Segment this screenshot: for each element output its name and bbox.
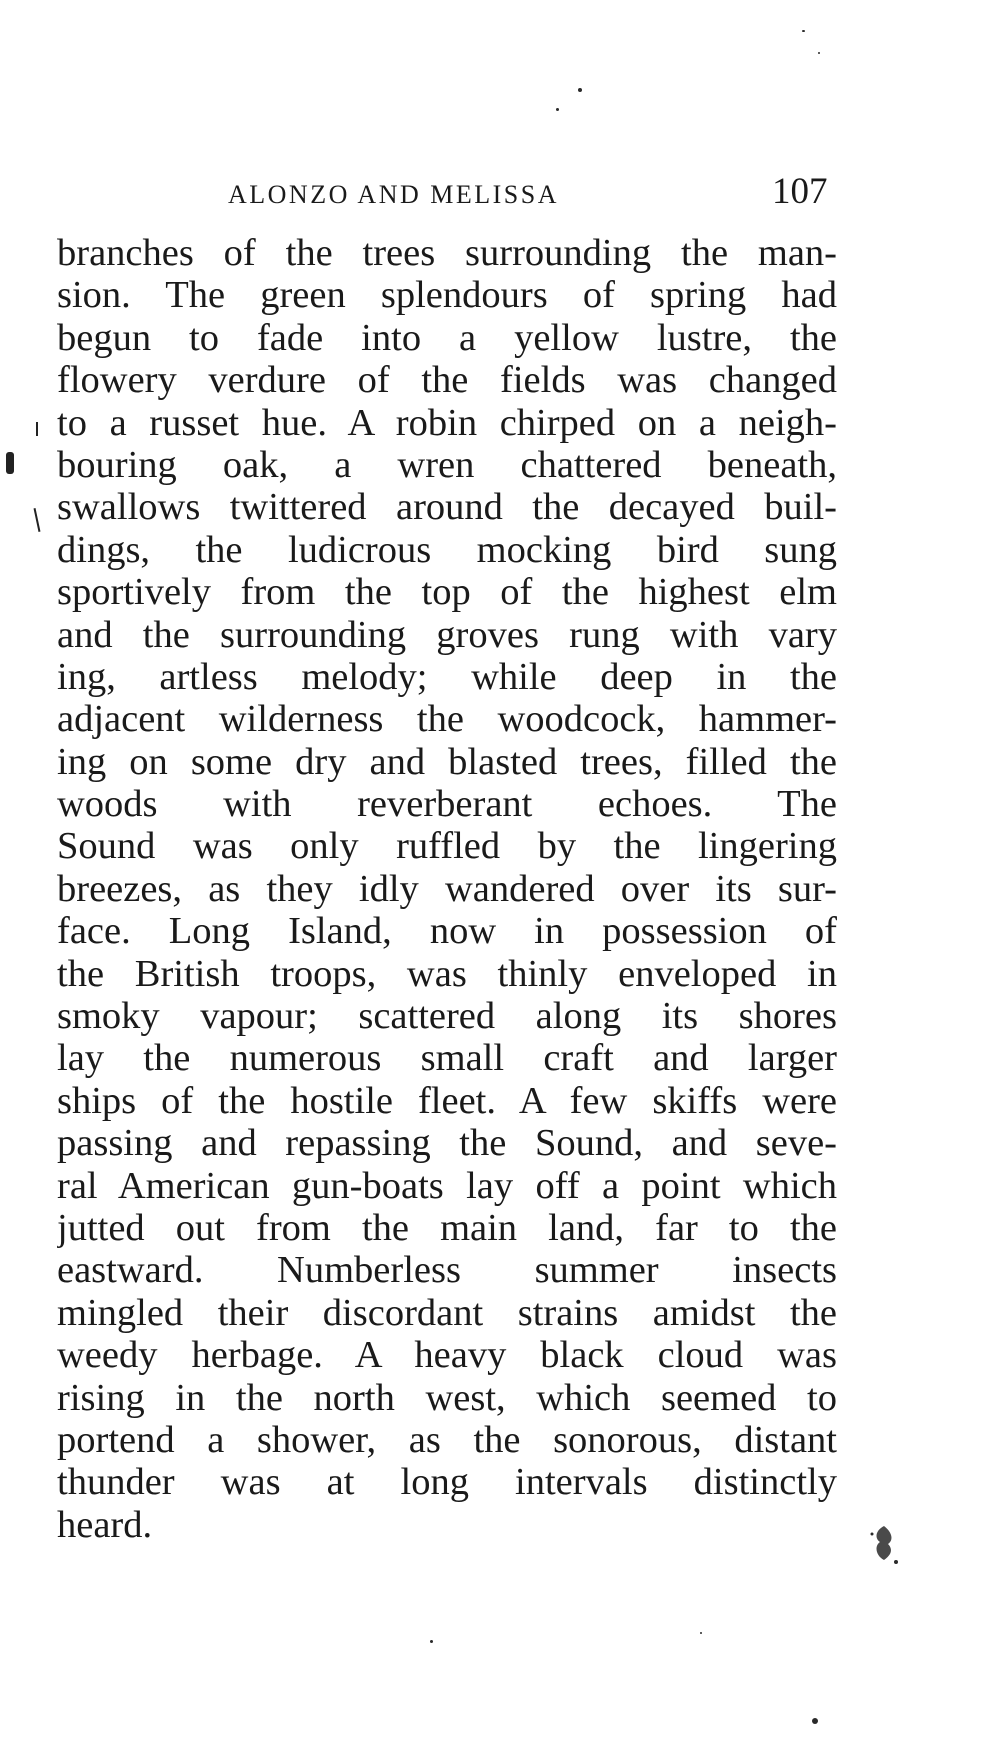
text-line: to a russet hue. A robin chirped on a neigh-: [57, 401, 837, 444]
text-line: the British troops, was thinly enveloped in: [57, 952, 837, 995]
text-line: weedy herbage. A heavy black cloud was: [57, 1334, 837, 1377]
text-line: portend a shower, as the sonorous, distant: [57, 1418, 837, 1461]
text-line: sion. The green splendours of spring had: [57, 274, 837, 317]
text-line: jutted out from the main land, far to the: [57, 1206, 837, 1249]
running-head: [0, 171, 987, 226]
text-line: mingled their discordant strains amidst the: [57, 1291, 837, 1334]
text-line: face. Long Island, now in possession of: [57, 910, 837, 953]
scan-speck: [578, 88, 582, 92]
text-line: branches of the trees surrounding the man-: [57, 232, 837, 274]
running-title: ALONZO AND MELISSA: [228, 180, 559, 209]
text-line: ing on some dry and blasted trees, filled the: [57, 740, 837, 783]
text-line: smoky vapour; scattered along its shores: [57, 995, 837, 1038]
margin-mark: [6, 452, 14, 474]
text-line: and the surrounding groves rung with vary: [57, 613, 837, 656]
text-line: sportively from the top of the highest elm: [57, 571, 837, 614]
text-line: passing and repassing the Sound, and seve-: [57, 1122, 837, 1165]
page-number: 107: [772, 171, 828, 212]
text-line: breezes, as they idly wandered over its sur-: [57, 867, 837, 910]
scan-speck: [700, 1632, 702, 1634]
text-line: lay the numerous small craft and larger: [57, 1037, 837, 1080]
text-line: rising in the north west, which seemed to: [57, 1376, 837, 1419]
text-line: ral American gun-boats lay off a point which: [57, 1164, 837, 1207]
text-line: dings, the ludicrous mocking bird sung: [57, 528, 837, 571]
text-line: adjacent wilderness the woodcock, hammer-: [57, 698, 837, 741]
text-line: ing, artless melody; while deep in the: [57, 655, 837, 698]
text-line: bouring oak, a wren chattered beneath,: [57, 443, 837, 486]
text-line: ships of the hostile fleet. A few skiffs were: [57, 1079, 837, 1122]
text-line: swallows twittered around the decayed buil-: [57, 486, 837, 529]
text-line: flowery verdure of the fields was changed: [57, 359, 837, 402]
scan-speck: [818, 52, 820, 54]
scan-speck: [556, 108, 559, 111]
text-line: eastward. Numberless summer insects: [57, 1249, 837, 1292]
text-line: begun to fade into a yellow lustre, the: [57, 316, 837, 359]
scan-speck: [430, 1640, 433, 1643]
ornament-icon: [866, 1522, 902, 1566]
margin-mark: [36, 422, 38, 436]
text-line-last: heard.: [57, 1503, 153, 1546]
text-line: thunder was at long intervals distinctly: [57, 1461, 837, 1504]
body-text: [57, 232, 837, 1546]
text-line: woods with reverberant echoes. The: [57, 783, 837, 826]
scan-speck: [812, 1718, 818, 1724]
text-line: Sound was only ruffled by the lingering: [57, 825, 837, 868]
scan-speck: [802, 30, 805, 32]
margin-mark: [34, 508, 41, 532]
